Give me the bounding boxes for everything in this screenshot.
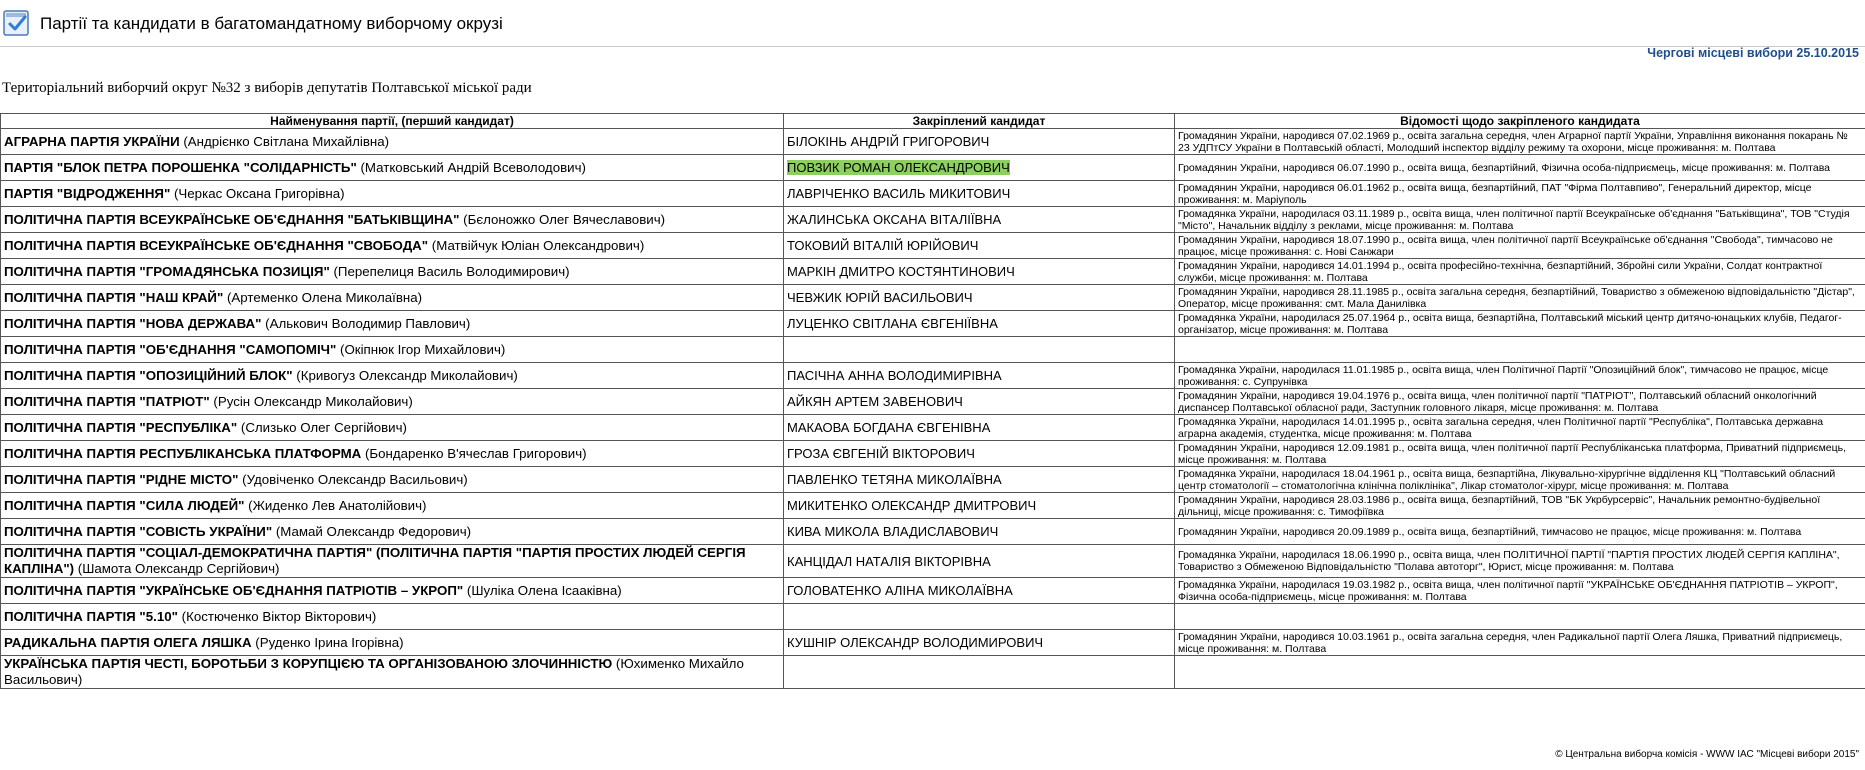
party-cell — [1, 233, 784, 259]
candidate-name: МИКИТЕНКО ОЛЕКСАНДР ДМИТРОВИЧ — [787, 498, 1037, 513]
first-candidate: (Андрієнко Світлана Михайлівна) — [183, 133, 390, 149]
candidate-name: КАНЦІДАЛ НАТАЛІЯ ВІКТОРІВНА — [787, 553, 991, 569]
party-name: ПОЛІТИЧНА ПАРТІЯ "ОБ'ЄДНАННЯ "САМОПОМІЧ" — [4, 341, 337, 357]
first-candidate: (Бондаренко В'ячеслав Григорович) — [364, 445, 587, 461]
table-row — [1, 630, 1865, 656]
candidate-cell — [784, 630, 1175, 656]
candidate-name: БІЛОКІНЬ АНДРІЙ ГРИГОРОВИЧ — [787, 134, 990, 149]
candidate-cell — [784, 656, 1175, 689]
candidate-cell — [784, 578, 1175, 604]
first-candidate: (Окіпнюк Ігор Михайлович) — [340, 341, 506, 357]
candidate-info: Громадянка України, народилася 18.06.1990 р., освіта вища, член ПОЛІТИЧНОЇ ПАРТІЇ "ПАРТІЯ ПРОСТИХ ЛЮДЕЙ СЕРГІЯ КАПЛІНА", Товариство з Обмеженою Відповідальністю "Полава автоторг", Юрист, місце проживання: м. Полтава — [1175, 545, 1865, 578]
candidate-info: Громадянин України, народився 20.09.1989 р., освіта вища, безпартійний, тимчасово не працює, місце проживання: м. Полтава — [1175, 519, 1865, 545]
candidate-cell — [784, 129, 1175, 155]
table-body — [1, 129, 1865, 689]
party-name: АГРАРНА ПАРТІЯ УКРАЇНИ — [4, 133, 180, 149]
first-candidate: (Шуліка Олена Ісааківна) — [466, 582, 622, 598]
column-header-party: Найменування партії, (перший кандидат) — [1, 114, 784, 129]
table-row — [1, 259, 1865, 285]
table-row — [1, 363, 1865, 389]
candidate-info: Громадянин України, народився 14.01.1994 р., освіта професійно-технічна, безпартійний, Збройні сили України, Солдат контрактної служби, місце проживання: м. Полтава — [1175, 259, 1865, 285]
candidate-name: ТОКОВИЙ ВІТАЛІЙ ЮРІЙОВИЧ — [787, 238, 979, 253]
party-cell — [1, 441, 784, 467]
first-candidate: (Костюченко Віктор Вікторович) — [181, 608, 377, 624]
first-candidate: (Шамота Олександр Сергійович) — [77, 561, 280, 576]
party-cell — [1, 181, 784, 207]
first-candidate: (Артеменко Олена Миколаївна) — [227, 289, 423, 305]
candidate-cell — [784, 155, 1175, 181]
first-candidate: (Слизько Олег Сергійович) — [240, 419, 407, 435]
candidate-name: ЖАЛИНСЬКА ОКСАНА ВІТАЛІЇВНА — [787, 212, 1002, 227]
party-name: ПОЛІТИЧНА ПАРТІЯ "СОВІСТЬ УКРАЇНИ" — [4, 523, 273, 539]
candidate-cell — [784, 389, 1175, 415]
first-candidate: (Мамай Олександр Федорович) — [275, 523, 472, 539]
candidate-name: КУШНІР ОЛЕКСАНДР ВОЛОДИМИРОВИЧ — [787, 635, 1044, 650]
party-cell — [1, 337, 784, 363]
candidate-cell — [784, 285, 1175, 311]
candidate-info — [1175, 656, 1865, 689]
candidate-name: ЧЕВЖИК ЮРІЙ ВАСИЛЬОВИЧ — [787, 290, 973, 305]
checkbox-icon — [2, 8, 32, 38]
first-candidate: (Кривогуз Олександр Миколайович) — [296, 367, 518, 383]
table-row — [1, 337, 1865, 363]
party-name: ПОЛІТИЧНА ПАРТІЯ "УКРАЇНСЬКЕ ОБ'ЄДНАННЯ ПАТРІОТІВ – УКРОП" — [4, 582, 464, 598]
party-name: ПОЛІТИЧНА ПАРТІЯ "СИЛА ЛЮДЕЙ" — [4, 497, 245, 513]
candidate-name: ГРОЗА ЄВГЕНІЙ ВІКТОРОВИЧ — [787, 446, 975, 461]
candidate-info: Громадянин України, народився 18.07.1990 р., освіта вища, член політичної партії Всеукраїнське об'єднання "Свобода", тимчасово не працює, місце проживання: с. Нові Санжари — [1175, 233, 1865, 259]
party-name: РАДИКАЛЬНА ПАРТІЯ ОЛЕГА ЛЯШКА — [4, 634, 252, 650]
candidate-cell — [784, 441, 1175, 467]
candidate-name: ПАСІЧНА АННА ВОЛОДИМИРІВНА — [787, 368, 1002, 383]
party-cell — [1, 389, 784, 415]
party-name: ПОЛІТИЧНА ПАРТІЯ "ГРОМАДЯНСЬКА ПОЗИЦІЯ" — [4, 263, 330, 279]
party-cell — [1, 604, 784, 630]
candidate-cell — [784, 311, 1175, 337]
parties-table — [0, 113, 1865, 689]
table-row — [1, 545, 1865, 578]
first-candidate: (Черкас Оксана Григорівна) — [174, 185, 345, 201]
party-cell — [1, 285, 784, 311]
candidate-name: ПАВЛЕНКО ТЕТЯНА МИКОЛАЇВНА — [787, 472, 1002, 487]
column-header-candidate: Закріплений кандидат — [784, 114, 1175, 129]
first-candidate: (Жиденко Лев Анатолійович) — [248, 497, 427, 513]
district-title: Територіальний виборчий округ №32 з виборів депутатів Полтавської міської ради — [2, 80, 532, 96]
first-candidate: (Бєлоножко Олег Вячеславович) — [463, 211, 666, 227]
party-name: ПОЛІТИЧНА ПАРТІЯ "РІДНЕ МІСТО" — [4, 471, 239, 487]
candidate-info: Громадянка України, народилася 11.01.1985 р., освіта вища, член Політичної Партії "Опозиційний блок", тимчасово не працює, місце проживання: с. Супрунівка — [1175, 363, 1865, 389]
first-candidate: (Юхименко Михайло Васильович) — [4, 656, 744, 687]
page-title: Партії та кандидати в багатомандатному виборчому окрузі — [40, 14, 503, 33]
party-cell — [1, 155, 784, 181]
party-cell — [1, 545, 784, 578]
table-row — [1, 129, 1865, 155]
party-cell — [1, 207, 784, 233]
footer-copyright: © Центральна виборча комісія - WWW ІАС "Місцеві вибори 2015" — [1555, 749, 1859, 760]
first-candidate: (Алькович Володимир Павлович) — [265, 315, 471, 331]
party-name: ПОЛІТИЧНА ПАРТІЯ "ОПОЗИЦІЙНИЙ БЛОК" — [4, 367, 293, 383]
candidate-info: Громадянка України, народилася 18.04.1961 р., освіта вища, безпартійна, Лікувально-хірургічне відділення КЦ "Полтавський обласний центр стоматології – стоматологічна клінічна поліклініка", Лікар стоматолог-хірург, місце проживання: м. Полтава — [1175, 467, 1865, 493]
candidate-info: Громадянин України, народився 12.09.1981 р., освіта вища, член політичної партії Республіканська платформа, Приватний підприємець, місце проживання: м. Полтава — [1175, 441, 1865, 467]
party-cell — [1, 129, 784, 155]
party-name: УКРАЇНСЬКА ПАРТІЯ ЧЕСТІ, БОРОТЬБИ З КОРУПЦІЄЮ ТА ОРГАНІЗОВАНОЮ ЗЛОЧИННІСТЮ — [4, 656, 613, 671]
party-name: ПОЛІТИЧНА ПАРТІЯ "НОВА ДЕРЖАВА" — [4, 315, 262, 331]
party-cell — [1, 363, 784, 389]
candidate-info: Громадянка України, народилася 25.07.1964 р., освіта вища, безпартійна, Полтавський міський центр дитячо-юнацьких клубів, Педагог-організатор, місце проживання: м. Полтава — [1175, 311, 1865, 337]
party-name: ПОЛІТИЧНА ПАРТІЯ "СОЦІАЛ-ДЕМОКРАТИЧНА ПАРТІЯ" (ПОЛІТИЧНА ПАРТІЯ "ПАРТІЯ ПРОСТИХ ЛЮДЕЙ СЕРГІЯ КАПЛІНА") — [4, 545, 746, 576]
first-candidate: (Матковський Андрій Всеволодович) — [360, 159, 586, 175]
table-row — [1, 493, 1865, 519]
candidate-info: Громадянин України, народився 06.07.1990 р., освіта вища, безпартійний, Фізична особа-підприємець, місце проживання: м. Полтава — [1175, 155, 1865, 181]
candidate-name: АЙКЯН АРТЕМ ЗАВЕНОВИЧ — [787, 394, 963, 409]
party-cell — [1, 467, 784, 493]
table-row — [1, 415, 1865, 441]
candidate-name: ЛАВРІЧЕНКО ВАСИЛЬ МИКИТОВИЧ — [787, 186, 1011, 201]
candidate-info — [1175, 337, 1865, 363]
candidate-name: ГОЛОВАТЕНКО АЛІНА МИКОЛАЇВНА — [787, 583, 1013, 598]
candidate-cell — [784, 181, 1175, 207]
party-name: ПОЛІТИЧНА ПАРТІЯ "5.10" — [4, 608, 178, 624]
party-cell — [1, 493, 784, 519]
party-cell — [1, 656, 784, 689]
table-row — [1, 207, 1865, 233]
party-name: ПОЛІТИЧНА ПАРТІЯ РЕСПУБЛІКАНСЬКА ПЛАТФОРМА — [4, 445, 362, 461]
candidate-cell — [784, 467, 1175, 493]
candidate-name: ЛУЦЕНКО СВІТЛАНА ЄВГЕНІЇВНА — [787, 316, 998, 331]
candidate-cell — [784, 604, 1175, 630]
candidate-cell — [784, 233, 1175, 259]
party-name: ПАРТІЯ "ВІДРОДЖЕННЯ" — [4, 185, 171, 201]
table-row — [1, 311, 1865, 337]
candidate-info: Громадянка України, народилася 03.11.1989 р., освіта вища, член політичної партії Всеукраїнське об'єднання "Батьківщина", ТОВ "Студія "Місто", Начальник відділу з реклами, місце проживання: м. Полтава — [1175, 207, 1865, 233]
candidate-name: МАКАОВА БОГДАНА ЄВГЕНІВНА — [787, 420, 991, 435]
candidate-cell — [784, 415, 1175, 441]
candidate-cell — [784, 207, 1175, 233]
candidate-name: ПОВЗИК РОМАН ОЛЕКСАНДРОВИЧ — [787, 160, 1010, 175]
party-cell — [1, 311, 784, 337]
candidate-info: Громадянка України, народилася 14.01.1995 р., освіта загальна середня, член Політичної партії "Республіка", Полтавська державна аграрна академія, студентка, місце проживання: м. Полтава — [1175, 415, 1865, 441]
candidate-info: Громадянин України, народився 06.01.1962 р., освіта вища, безпартійний, ПАТ "Фірма Полтавпиво", Генеральний директор, місце проживання: м. Маріуполь — [1175, 181, 1865, 207]
party-cell — [1, 630, 784, 656]
candidate-cell — [784, 493, 1175, 519]
table-row — [1, 389, 1865, 415]
table-row — [1, 656, 1865, 689]
table-row — [1, 181, 1865, 207]
table-row — [1, 233, 1865, 259]
first-candidate: (Руденко Ірина Ігорівна) — [255, 634, 404, 650]
party-cell — [1, 259, 784, 285]
party-name: ПОЛІТИЧНА ПАРТІЯ ВСЕУКРАЇНСЬКЕ ОБ'ЄДНАННЯ "БАТЬКІВЩИНА" — [4, 211, 460, 227]
first-candidate: (Перепелиця Василь Володимирович) — [333, 263, 570, 279]
party-name: ПАРТІЯ "БЛОК ПЕТРА ПОРОШЕНКА "СОЛІДАРНІСТЬ" — [4, 159, 357, 175]
candidate-cell — [784, 259, 1175, 285]
candidate-name: КИВА МИКОЛА ВЛАДИСЛАВОВИЧ — [787, 524, 999, 539]
party-cell — [1, 578, 784, 604]
table-row — [1, 467, 1865, 493]
table-row — [1, 604, 1865, 630]
header-bar — [0, 0, 1865, 47]
candidate-info — [1175, 604, 1865, 630]
table-row — [1, 519, 1865, 545]
party-cell — [1, 415, 784, 441]
candidate-info: Громадянка України, народилася 19.03.1982 р., освіта вища, член політичної партії "УКРАЇНСЬКЕ ОБ'ЄДНАННЯ ПАТРІОТІВ – УКРОП", Фізична особа-підприємець, місце проживання: м. Полтава — [1175, 578, 1865, 604]
party-name: ПОЛІТИЧНА ПАРТІЯ "РЕСПУБЛІКА" — [4, 419, 238, 435]
first-candidate: (Удовіченко Олександр Васильович) — [242, 471, 468, 487]
candidate-info: Громадянин України, народився 10.03.1961 р., освіта загальна середня, член Радикальної партії Олега Ляшка, Приватний підприємець, місце проживання: м. Полтава — [1175, 630, 1865, 656]
table-row — [1, 578, 1865, 604]
candidate-cell — [784, 337, 1175, 363]
table-row — [1, 285, 1865, 311]
election-link[interactable]: Чергові місцеві вибори 25.10.2015 — [1647, 46, 1859, 60]
first-candidate: (Русін Олександр Миколайович) — [213, 393, 413, 409]
candidate-info: Громадянин України, народився 19.04.1976 р., освіта вища, член політичної партії "ПАТРІОТ", Полтавський обласний онкологічний диспансер Полтавської обласної ради, Заступник головного лікаря, місце проживання: м. Полтава — [1175, 389, 1865, 415]
candidate-cell — [784, 545, 1175, 578]
candidate-info: Громадянин України, народився 07.02.1969 р., освіта загальна середня, член Аграрної партії України, Управління виконання покарань № 23 УДПтСУ України в Полтавській області, Молодший інспектор відділу режиму та охорони, місце проживання: м. Полтава — [1175, 129, 1865, 155]
candidate-cell — [784, 363, 1175, 389]
table-header-row — [1, 114, 1865, 129]
candidate-info: Громадянин України, народився 28.03.1986 р., освіта вища, безпартійний, ТОВ "БК Укрбурсервіс", Начальник ремонтно-будівельної дільниці, місце проживання: с. Тимофіївка — [1175, 493, 1865, 519]
party-name: ПОЛІТИЧНА ПАРТІЯ "НАШ КРАЙ" — [4, 289, 224, 305]
party-cell — [1, 519, 784, 545]
candidate-cell — [784, 519, 1175, 545]
column-header-info: Відомості щодо закріпленого кандидата — [1175, 114, 1865, 129]
party-name: ПОЛІТИЧНА ПАРТІЯ "ПАТРІОТ" — [4, 393, 210, 409]
candidate-info: Громадянин України, народився 28.11.1985 р., освіта загальна середня, безпартійний, Товариство з обмеженою відповідальністю "Дістар", Оператор, місце проживання: смт. Мала Данилівка — [1175, 285, 1865, 311]
candidate-name: МАРКІН ДМИТРО КОСТЯНТИНОВИЧ — [787, 264, 1015, 279]
party-name: ПОЛІТИЧНА ПАРТІЯ ВСЕУКРАЇНСЬКЕ ОБ'ЄДНАННЯ "СВОБОДА" — [4, 237, 429, 253]
table-row — [1, 155, 1865, 181]
table-row — [1, 441, 1865, 467]
first-candidate: (Матвійчук Юліан Олександрович) — [431, 237, 645, 253]
